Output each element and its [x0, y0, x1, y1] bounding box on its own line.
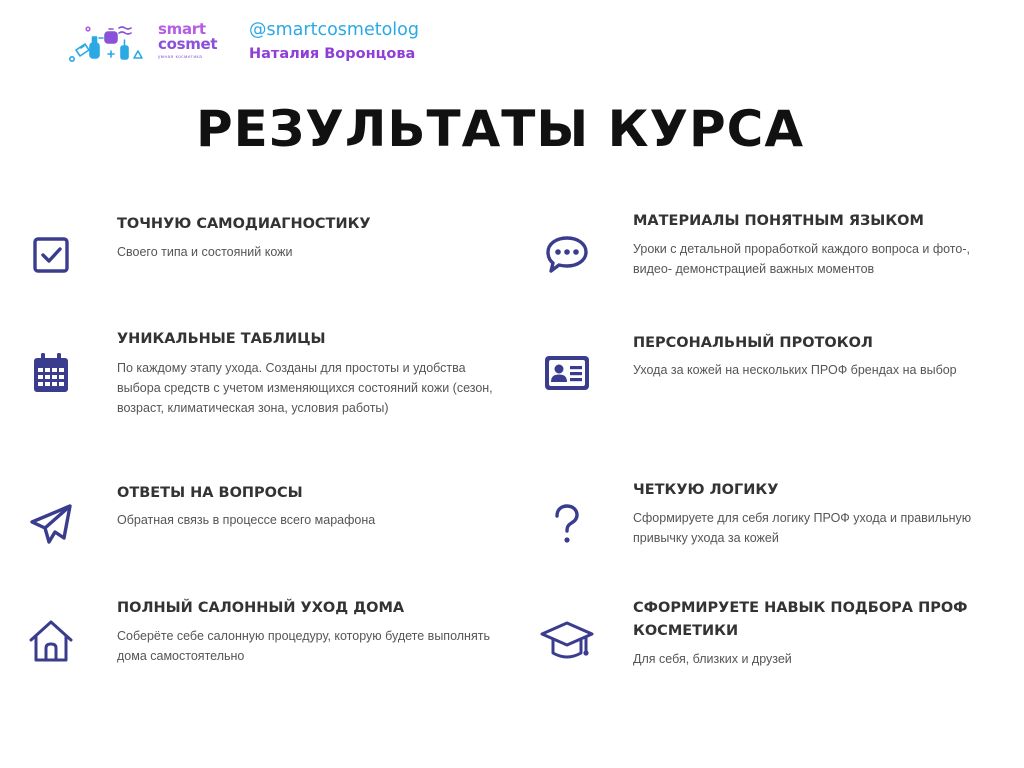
checkbox-icon	[24, 228, 78, 282]
logo-subtitle: умная косметика	[158, 54, 203, 59]
feature-description: Соберёте себе салонную процедуру, которую будете выполнять дома самостоятельно	[117, 629, 490, 663]
feature-description: По каждому этапу ухода. Созданы для простоты и удобства выбора средств с учетом изменяющихся состояний кожи (сезон, возраст, климатическая зона, условия работы)	[117, 361, 493, 415]
paper-plane-icon	[24, 498, 78, 552]
feature-title: ПЕРСОНАЛЬНЫЙ ПРОТОКОЛ	[633, 335, 873, 351]
feature-description: Уроки с детальной проработкой каждого вопроса и фото-, видео- демонстрацией важных моментов	[633, 242, 970, 276]
feature-description: Своего типа и состояний кожи	[117, 245, 293, 259]
feature-title: СФОРМИРУЕТЕ НАВЫК ПОДБОРА ПРОФ	[633, 600, 968, 616]
header	[68, 18, 468, 68]
chat-bubble-icon	[540, 228, 594, 282]
logo-word-smart: smart	[158, 20, 206, 38]
logo-word-cosmet: cosmet	[158, 35, 218, 53]
feature-title: МАТЕРИАЛЫ ПОНЯТНЫМ ЯЗЫКОМ	[633, 213, 924, 229]
instagram-handle: @smartcosmetolog	[249, 20, 419, 40]
cosmetics-logo-icon	[68, 24, 154, 66]
graduation-cap-icon	[540, 614, 594, 668]
feature-title-line2: КОСМЕТИКИ	[633, 623, 739, 639]
feature-title: ПОЛНЫЙ САЛОННЫЙ УХОД ДОМА	[117, 600, 405, 616]
feature-description: Ухода за кожей на нескольких ПРОФ брендах на выбор	[633, 363, 957, 377]
house-icon	[24, 614, 78, 668]
id-card-icon	[540, 346, 594, 400]
brand-logo	[158, 22, 226, 59]
calendar-icon	[24, 346, 78, 400]
feature-title: УНИКАЛЬНЫЕ ТАБЛИЦЫ	[117, 331, 326, 347]
feature-description: Сформируете для себя логику ПРОФ ухода и правильную привычку ухода за кожей	[633, 511, 972, 545]
question-mark-icon	[540, 498, 594, 552]
feature-title: ТОЧНУЮ САМОДИАГНОСТИКУ	[117, 216, 371, 232]
feature-title: ОТВЕТЫ НА ВОПРОСЫ	[117, 485, 303, 501]
page-title: РЕЗУЛЬТАТЫ КУРСА	[195, 100, 805, 158]
feature-description: Обратная связь в процессе всего марафона	[117, 513, 376, 527]
feature-title: ЧЕТКУЮ ЛОГИКУ	[633, 482, 779, 498]
author-name: Наталия Воронцова	[249, 46, 416, 62]
feature-description: Для себя, близких и друзей	[633, 652, 792, 666]
